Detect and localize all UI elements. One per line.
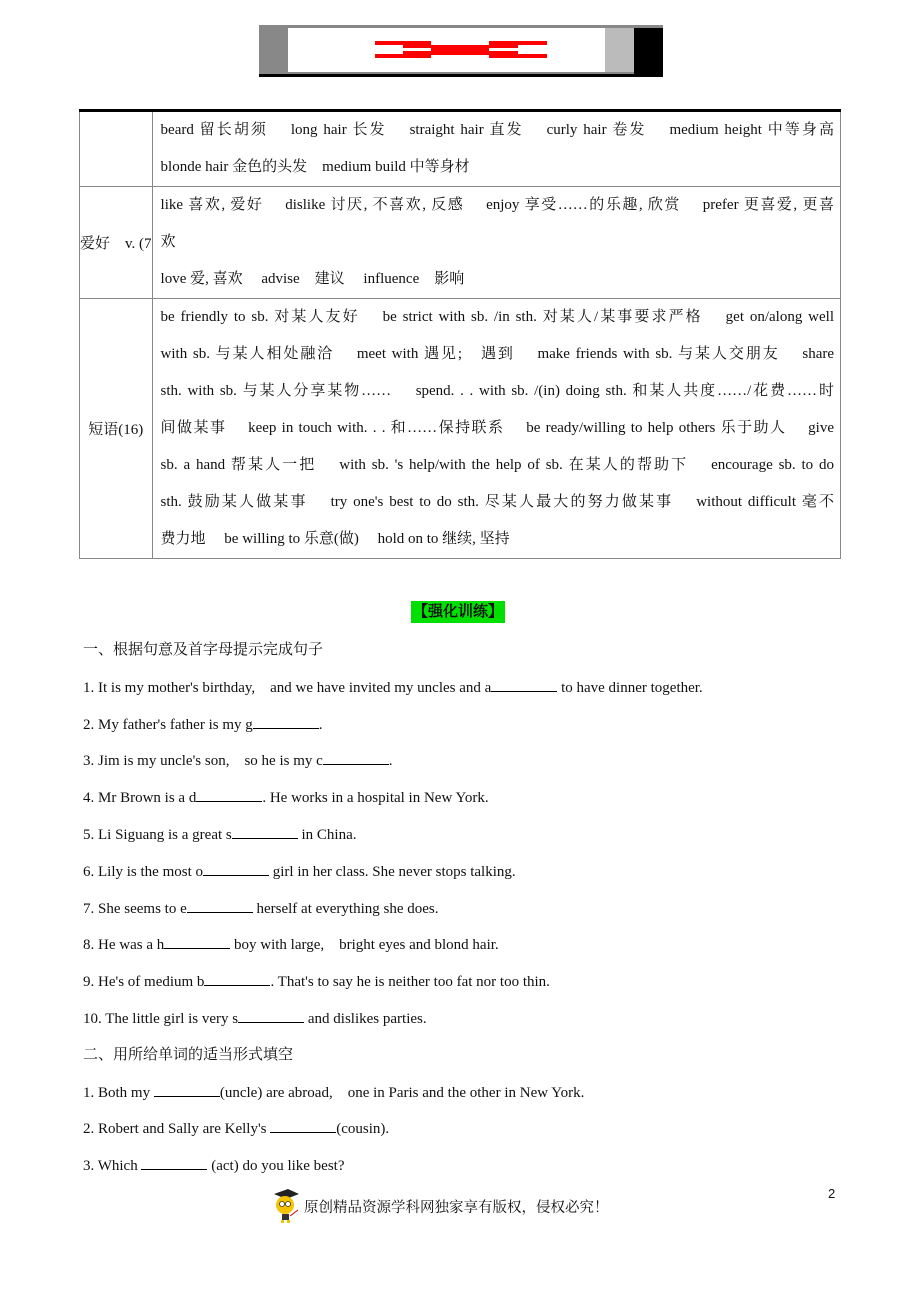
table-line: sth. with sb. 与某人分享某物…… spend. . . with sb. /(in) doing sth. 和某人共度……/花费……时 (160, 383, 834, 399)
question-text: 3. Which (83, 1158, 142, 1175)
question-text: to have dinner together. (557, 679, 703, 696)
table-line: sth. 鼓励某人做某事 try one's best to do sth. 尽某人最大的努力做某事 without difficult 毫不 (160, 494, 834, 510)
question-text: herself at everything she does. (252, 900, 439, 917)
page-number: 2 (828, 1186, 836, 1201)
exercise-item (83, 1082, 584, 1103)
question-text: (cousin). (336, 1121, 390, 1138)
table-line: love 爱, 喜欢 advise 建议 influence 影响 (160, 271, 465, 287)
header-banner (259, 25, 663, 77)
answer-blank[interactable] (491, 677, 557, 692)
row-label (80, 111, 153, 187)
question-text: boy with large, bright eyes and blond hair. (230, 937, 499, 954)
exercise-item (83, 714, 323, 735)
exercise-item (83, 1008, 427, 1029)
answer-blank[interactable] (141, 1155, 207, 1170)
question-text: . (388, 753, 393, 770)
table-row (80, 187, 841, 299)
question-text: 2. Robert and Sally are Kelly's (83, 1121, 271, 1138)
copyright-notice: 原创精品资源学科网独家享有版权，侵权必究！ (304, 1199, 609, 1216)
exercise-item (83, 934, 499, 955)
table-row (80, 111, 841, 187)
question-text: girl in her class. She never stops talking. (269, 863, 516, 880)
question-text: and dislikes parties. (304, 1011, 427, 1027)
question-text: 1. Both my (83, 1084, 154, 1101)
section-title: 【强化训练】 (411, 601, 505, 623)
question-text: in China. (297, 827, 357, 843)
table-line: 欢 (160, 234, 176, 250)
table-line: be friendly to sb. 对某人友好 be strict with sb. /in sth. 对某人/某事要求严格 get on/along well (160, 309, 834, 325)
answer-blank[interactable] (232, 824, 298, 839)
question-text: (uncle) are abroad, one in Paris and the other in New York. (219, 1084, 585, 1101)
table-line: 费力地 be willing to 乐意(做) hold on to 继续, 坚持 (160, 531, 510, 547)
question-text: . He works in a hospital in New York. (262, 790, 489, 807)
question-text: 2. My father's father is my g (83, 716, 253, 733)
question-text: 9. He's of medium b (83, 974, 205, 991)
exercise-item (83, 971, 550, 992)
exercise-heading: 一、根据句意及首字母提示完成句子 (83, 642, 324, 658)
question-text: 5. Li Siguang is a great s (83, 827, 232, 843)
question-text: 3. Jim is my uncle's son, so he is my c (83, 753, 323, 770)
answer-blank[interactable] (204, 971, 270, 986)
row-label: 短语(16) (80, 299, 153, 559)
exercise-item (83, 787, 489, 808)
table-line: with sb. 与某人相处融洽 meet with 遇见; 遇到 make friends with sb. 与某人交朋友 share (160, 346, 834, 362)
answer-blank[interactable] (187, 898, 253, 913)
question-text: 10. The little girl is very s (83, 1011, 239, 1027)
answer-blank[interactable] (154, 1082, 220, 1097)
table-line: sb. a hand 帮某人一把 with sb. 's help/with the help of sb. 在某人的帮助下 encourage sb. to do (160, 457, 834, 473)
exercise-item (83, 898, 439, 919)
vocabulary-table (79, 109, 841, 559)
table-line: like 喜欢, 爱好 dislike 讨厌, 不喜欢, 反感 enjoy 享受……的乐趣, 欣赏 prefer 更喜爱, 更喜 (160, 197, 834, 213)
exercise-item (83, 824, 356, 845)
answer-blank[interactable] (270, 1118, 336, 1133)
answer-blank[interactable] (238, 1008, 304, 1023)
answer-blank[interactable] (164, 934, 230, 949)
exercise-item (83, 1155, 345, 1176)
answer-blank[interactable] (203, 861, 269, 876)
exercise-heading: 二、用所给单词的适当形式填空 (83, 1046, 294, 1063)
exercise-item (83, 750, 393, 771)
answer-blank[interactable] (253, 714, 319, 729)
exercise-item (83, 861, 516, 882)
mascot-icon (272, 1188, 300, 1224)
answer-blank[interactable] (196, 787, 262, 802)
question-text: 1. It is my mother's birthday, and we have invited my uncles and a (83, 679, 492, 696)
table-line: blonde hair 金色的头发 medium build 中等身材 (160, 159, 470, 175)
table-row (80, 299, 841, 559)
question-text: 6. Lily is the most o (83, 863, 203, 880)
question-text: . That's to say he is neither too fat nor too thin. (270, 974, 550, 991)
answer-blank[interactable] (323, 750, 389, 765)
row-label: 爱好 v. (7 (80, 187, 153, 299)
footer (272, 1188, 609, 1224)
question-text: 4. Mr Brown is a d (83, 790, 197, 807)
question-text: 8. He was a h (83, 937, 165, 954)
exercise-item (83, 1118, 389, 1139)
table-line: 间做某事 keep in touch with. . . 和……保持联系 be ready/willing to help others 乐于助人 give (160, 420, 834, 436)
question-text: . (318, 716, 323, 733)
exercise-item (83, 677, 703, 698)
table-line: beard 留长胡须 long hair 长发 straight hair 直发 curly hair 卷发 medium height 中等身高 (160, 122, 834, 138)
question-text: (act) do you like best? (207, 1158, 345, 1175)
question-text: 7. She seems to e (83, 900, 187, 917)
